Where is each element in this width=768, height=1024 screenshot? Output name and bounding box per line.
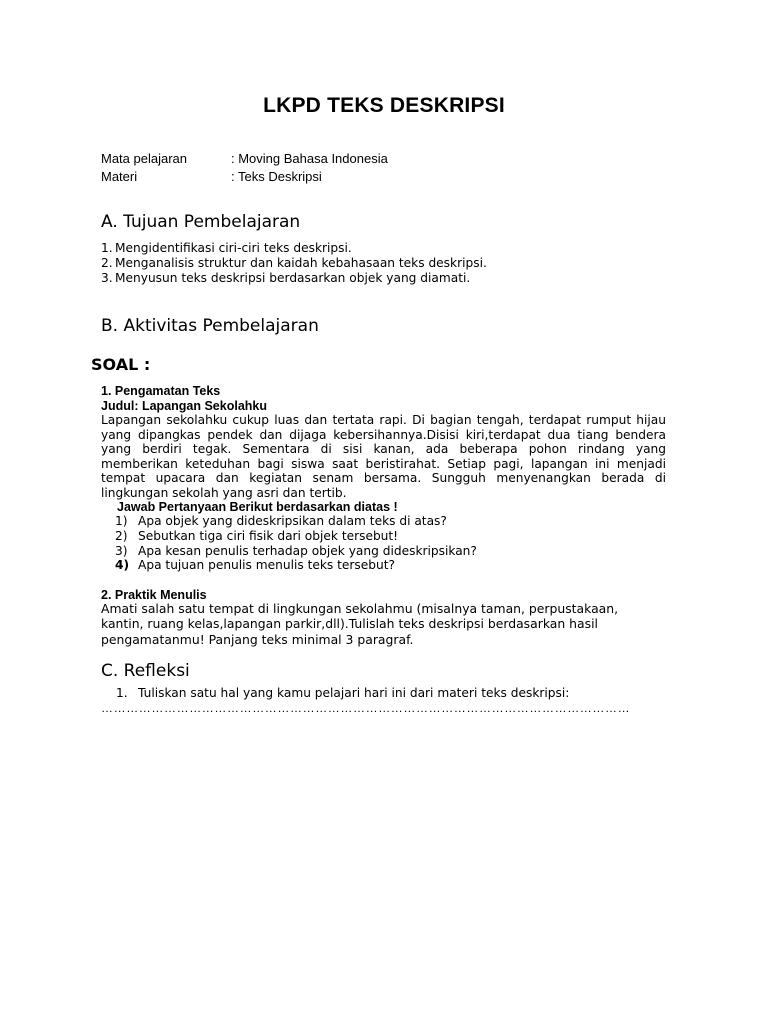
list-text: Tuliskan satu hal yang kamu pelajari hari ini dari materi teks deskripsi: (138, 686, 570, 700)
list-text: Apa objek yang dideskripsikan dalam teks di atas? (138, 514, 447, 528)
list-item (101, 241, 487, 256)
question-list (115, 514, 477, 573)
section-b-heading: B. Aktivitas Pembelajaran (101, 316, 319, 336)
list-number: 3. (101, 271, 113, 285)
section-a-heading: A. Tujuan Pembelajaran (101, 212, 301, 232)
list-number: 3) (115, 543, 128, 558)
list-item (115, 558, 477, 573)
section-c-heading: C. Refleksi (101, 661, 190, 681)
list-number: 1. (116, 686, 128, 700)
meta-label: Materi (101, 169, 138, 184)
question-heading: Jawab Pertanyaan Berikut berdasarkan diatas ! (117, 500, 398, 514)
task1-heading: 1. Pengamatan Teks (101, 384, 221, 398)
list-item (115, 529, 477, 544)
document-title: LKPD TEKS DESKRIPSI (263, 94, 505, 117)
list-text: Sebutkan tiga ciri fisik dari objek tersebut! (138, 528, 399, 543)
task2-heading: 2. Praktik Menulis (101, 588, 207, 602)
task1-paragraph: Lapangan sekolahku cukup luas dan tertata rapi. Di bagian tengah, terdapat rumput hijau yang dipangkas pendek dan dijaga kebersihannya.Disisi kiri,terdapat dua tiang bendera yang berdiri tegak. Sementara di sisi kanan, ada beberapa pohon rindang yang memberikan keteduhan bagi siswa saat beristirahat. Setiap pagi, lapangan ini menjadi tempat upacara dan kegiatan senam bersama. Sungguh menyenangkan berada di lingkungan sekolah yang asri dan tertib. (101, 413, 666, 500)
list-item (115, 544, 477, 559)
meta-value: : Teks Deskripsi (231, 169, 322, 184)
list-item (101, 271, 487, 286)
answer-dotted-line: ……………………………………………………………………………………………………………… (101, 701, 631, 715)
task1-subtitle: Judul: Lapangan Sekolahku (101, 399, 267, 413)
soal-heading: SOAL : (91, 355, 151, 374)
list-number: 4) (115, 558, 130, 573)
list-text: Mengidentifikasi ciri-ciri teks deskripsi. (115, 241, 352, 255)
list-text: Menganalisis struktur dan kaidah kebahasaan teks deskripsi. (115, 256, 487, 270)
list-text: Menyusun teks deskripsi berdasarkan objek yang diamati. (115, 271, 471, 285)
list-number: 2. (101, 256, 113, 270)
meta-row-subject (101, 151, 388, 166)
meta-value: : Moving Bahasa Indonesia (231, 151, 388, 166)
list-text: Apa kesan penulis terhadap objek yang dideskripsikan? (138, 543, 477, 558)
list-item (115, 514, 477, 529)
meta-label: Mata pelajaran (101, 151, 187, 166)
task2-paragraph: Amati salah satu tempat di lingkungan sekolahmu (misalnya taman, perpustakaan, kantin, ruang kelas,lapangan parkir,dll).Tulislah teks deskripsi berdasarkan hasil pengamatanmu! Panjang teks minimal 3 paragraf. (101, 601, 619, 647)
list-number: 1) (115, 514, 128, 528)
learning-objectives-list (101, 241, 487, 286)
list-number: 2) (115, 528, 128, 543)
list-text: Apa tujuan penulis menulis teks tersebut? (138, 558, 395, 573)
reflection-item (116, 686, 569, 700)
list-number: 1. (101, 241, 113, 255)
list-item (101, 256, 487, 271)
meta-row-material (101, 169, 322, 184)
